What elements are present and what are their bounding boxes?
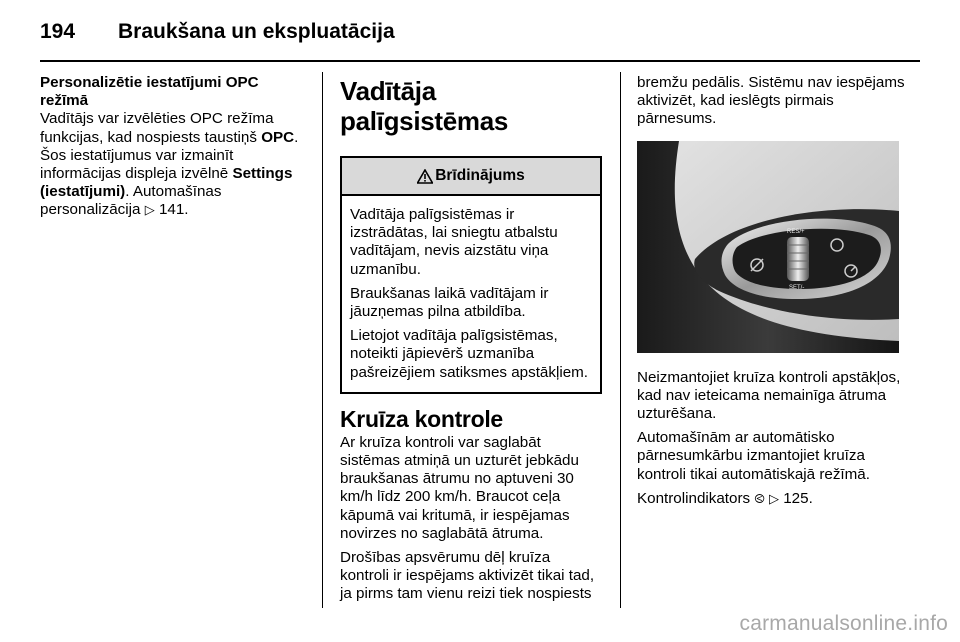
body-paragraph: Neizmantojiet kruīza kontroli apstākļos, kad nav ieteicama nemainīga ātruma uzturēšana. xyxy=(637,368,901,423)
cruise-control-indicator-icon: ⧀ xyxy=(754,491,765,507)
page-reference[interactable]: 125. xyxy=(783,489,813,507)
body-paragraph: Drošības apsvērumu dēļ kruīza kontroli ir iespējams aktivizēt tikai tad, ja pirms tam vienu reizi tiek nospiests xyxy=(340,549,595,603)
body-paragraph: bremžu pedālis. Sistēmu nav iespējams aktivizēt, kad ieslēgts pirmais pārnesums. xyxy=(637,74,905,128)
page-reference-icon: ▷ xyxy=(144,203,155,219)
warning-triangle-icon xyxy=(417,169,433,184)
res-label: RES/+ xyxy=(787,228,805,235)
column-divider-right xyxy=(620,72,621,608)
warning-box xyxy=(340,156,602,394)
page-number: 194 xyxy=(40,20,76,43)
indicator-paragraph xyxy=(637,490,907,509)
column-right xyxy=(637,74,907,515)
cruise-roller-switch xyxy=(787,237,809,281)
warning-paragraph: Vadītāja palīgsistēmas ir izstrādātas, lai sniegtu atbalstu vadītājam, nevis aizstātu viņa uzmanību. xyxy=(350,206,558,278)
warning-paragraph: Lietojot vadītāja palīgsistēmas, noteikti jāpievērš uzmanība pašreizējiem satiksmes apstākļiem. xyxy=(350,327,589,381)
opc-settings-paragraph: Vadītājs var izvēlēties OPC režīma funkcijas, kad nospiests taustiņš OPC. Šos iestatījumus var izmainīt informācijas displeja izvēlnē Settings (iestatījumi). Automašīnas personalizācija ▷ 141. xyxy=(40,110,299,219)
header-divider xyxy=(40,60,920,62)
column-middle xyxy=(340,74,602,610)
subsection-title: Kruīza kontrole xyxy=(340,405,503,432)
page-reference-icon: ▷ xyxy=(769,491,779,507)
warning-paragraph: Braukšanas laikā vadītājam ir jāuzņemas pilna atbildība. xyxy=(350,284,549,321)
body-paragraph: Ar kruīza kontroli var saglabāt sistēmas atmiņā un uzturēt jebkādu braukšanas ātrumu no aptuveni 30 km/h līdz 200 km/h. Braucot ceļa kāpumā vai kritumā, ir iespējamas novirzes no saglabātā ātruma. xyxy=(340,433,579,542)
body-paragraph: Automašīnām ar automātisko pārnesumkārbu izmantojiet kruīza kontroli tikai automātiskajā režīmā. xyxy=(637,429,870,483)
page-header xyxy=(40,14,920,54)
warning-title: Brīdinājums xyxy=(435,166,525,184)
opc-button-label: OPC xyxy=(261,128,295,146)
warning-header xyxy=(342,158,600,196)
watermark: carmanualsonline.info xyxy=(739,612,948,635)
settings-menu-label: Settings (iestatījumi) xyxy=(40,165,293,201)
set-label: SET/- xyxy=(789,284,805,291)
warning-body xyxy=(342,196,600,392)
page-reference[interactable]: 141. xyxy=(158,201,189,219)
section-title: Vadītāja palīgsistēmas xyxy=(340,76,509,136)
indicator-label: Kontrolindikators xyxy=(637,489,751,507)
chapter-title: Braukšana un ekspluatācija xyxy=(118,20,395,43)
column-divider-left xyxy=(322,72,323,608)
steering-wheel-photo xyxy=(637,141,899,353)
opc-settings-heading: Personalizētie iestatījumi OPC režīmā xyxy=(40,74,259,110)
column-left xyxy=(40,74,308,227)
